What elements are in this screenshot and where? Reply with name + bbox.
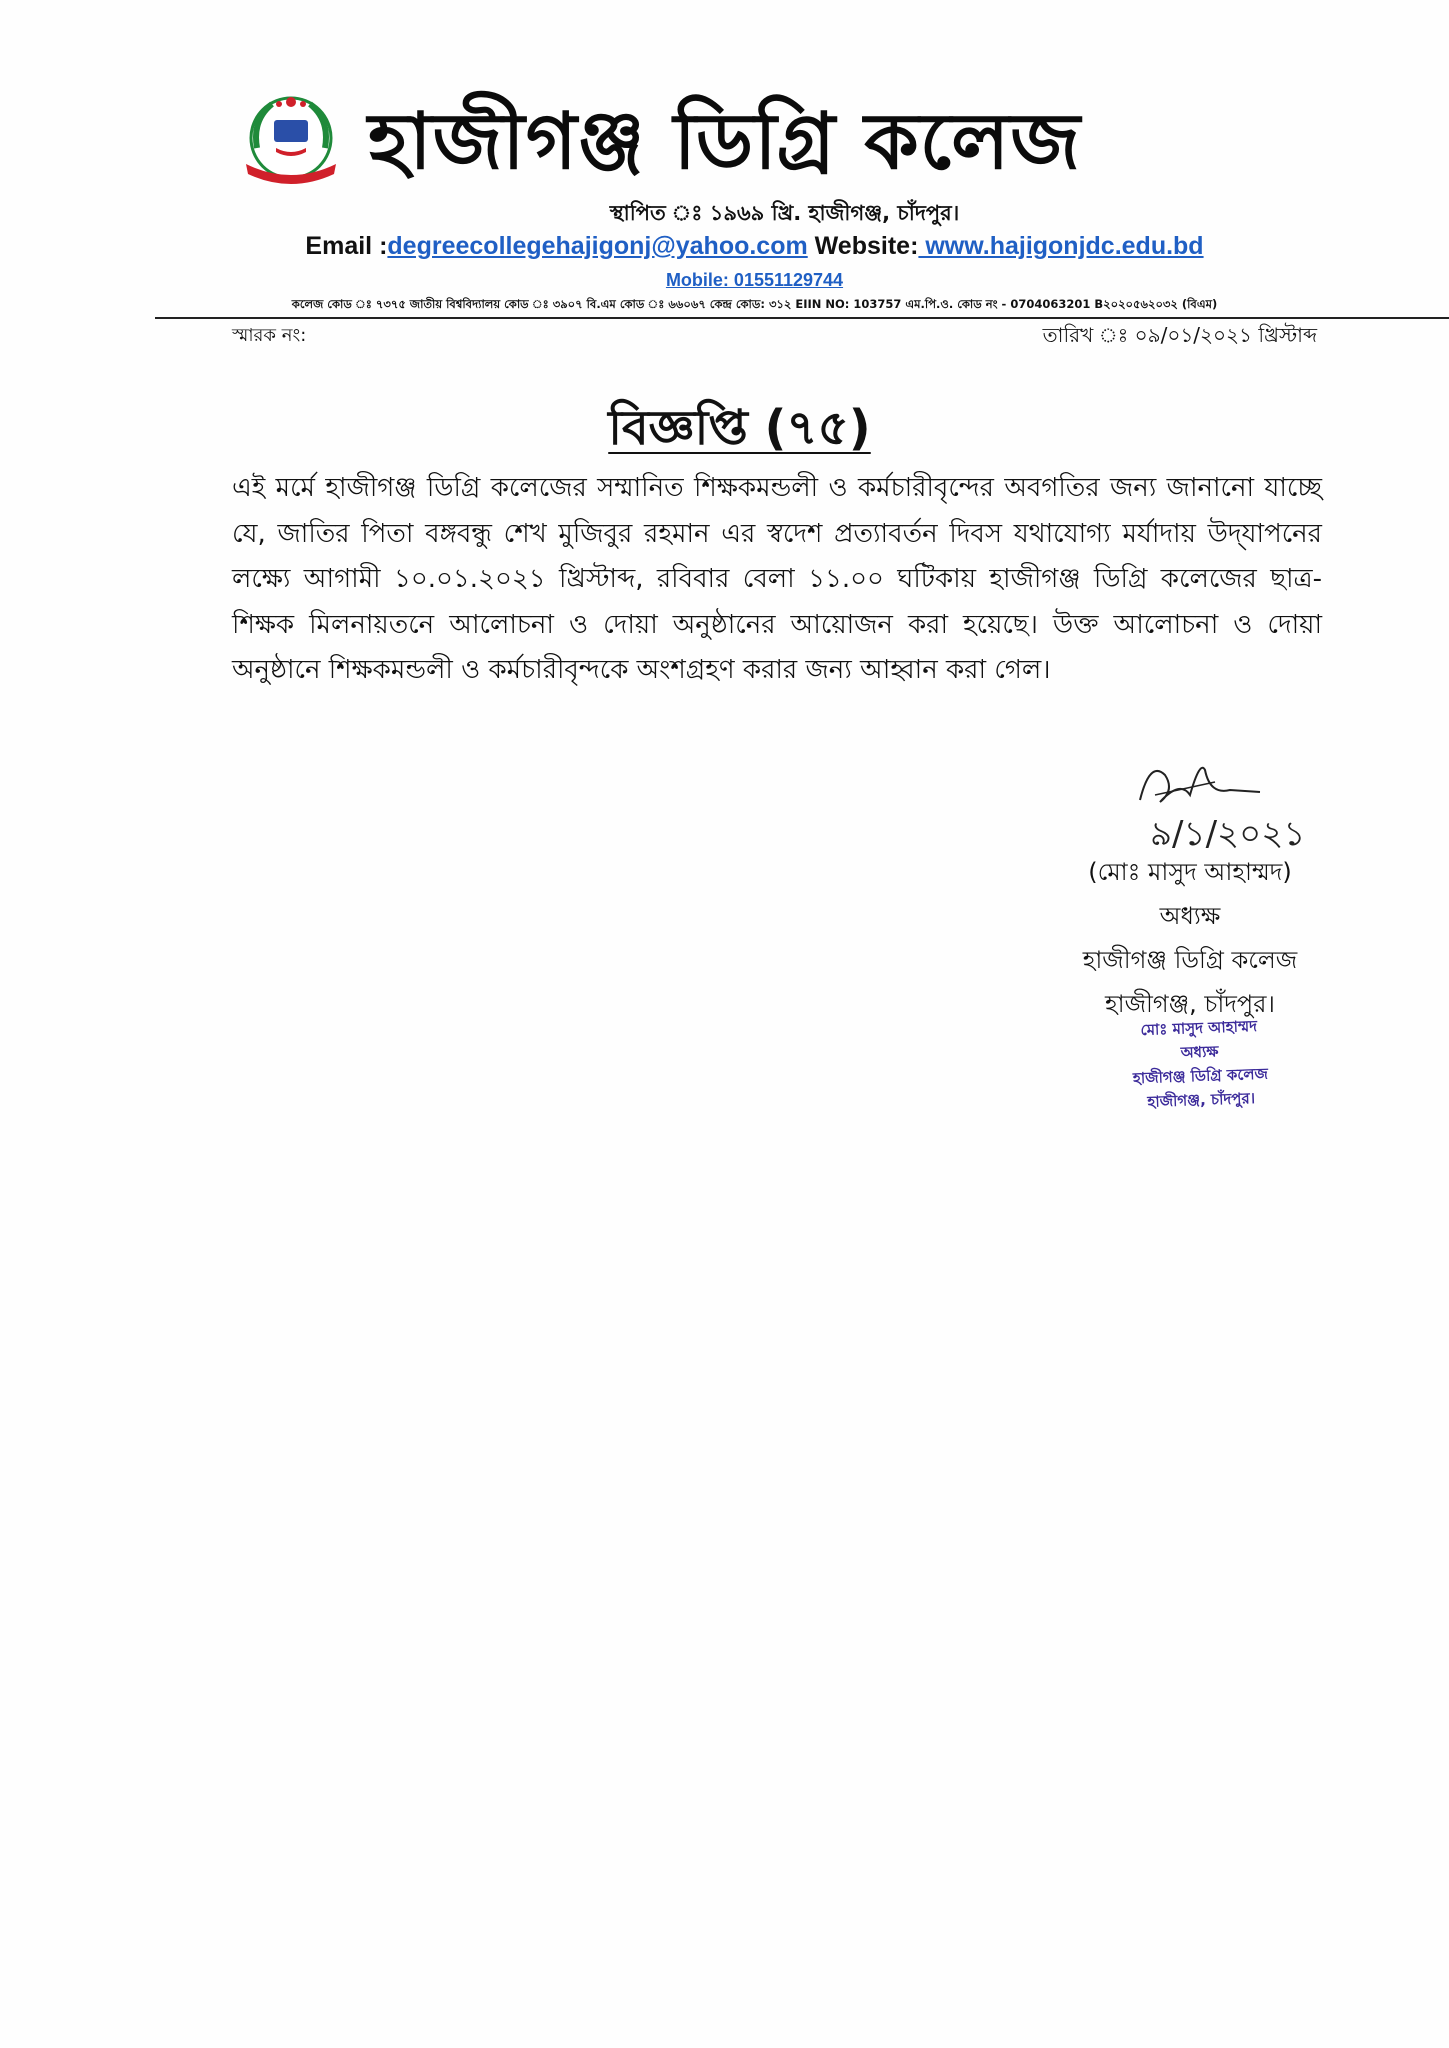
established-line: স্থাপিত ঃ ১৯৬৯ খ্রি. হাজীগঞ্জ, চাঁদপুর। (609, 201, 960, 225)
college-name: হাজীগঞ্জ ডিগ্রি কলেজ (368, 97, 1082, 187)
notice-date: তারিখ ঃ ০৯/০১/২০২১ খ্রিস্টাব্দ (1042, 323, 1317, 347)
notice-body: এই মর্মে হাজীগঞ্জ ডিগ্রি কলেজের সম্মানিত শিক্ষকমন্ডলী ও কর্মচারীবৃন্দের অবগতির জন্য জানানো যাচ্ছে যে, জাতির পিতা বঙ্গবন্ধু শেখ মুজিবুর রহমান এর স্বদেশ প্রত্যাবর্তন দিবস যথাযোগ্য মর্যাদায় উদ্‌যাপনের লক্ষ্যে আগামী ১০.০১.২০২১ খ্রিস্টাব্দ, রবিবার বেলা ১১.০০ ঘটিকায় হাজীগঞ্জ ডিগ্রি কলেজের ছাত্র-শিক্ষক মিলনায়তনে আলোচনা ও দোয়া অনুষ্ঠানের আয়োজন করা হয়েছে। উক্ত আলোচনা ও দোয়া অনুষ্ঠানে শিক্ষকমন্ডলী ও কর্মচারীবৃন্দকে অংশগ্রহণ করার জন্য আহ্বান করা গেল। (232, 473, 1322, 685)
signatory-name: (মোঃ মাসুদ আহাম্মদ) (1088, 858, 1292, 886)
stamp-designation: অধ্যক্ষ (1180, 1042, 1219, 1062)
handwritten-date: ৯/১/২০২১ (1150, 814, 1306, 854)
signatory-block (1040, 850, 1340, 1026)
signatory-address: হাজীগঞ্জ, চাঁদপুর। (1105, 990, 1275, 1018)
contact-line (0, 232, 1449, 261)
website-label: Website: (807, 232, 919, 260)
stamp-name: মোঃ মাসুদ আহাম্মদ (1140, 1016, 1258, 1040)
notice-title (0, 392, 1449, 471)
official-seal-stamp (1088, 1012, 1311, 1116)
college-logo (232, 90, 350, 190)
header-divider (155, 317, 1449, 319)
notice-title-text: বিজ্ঞপ্তি (৭৫) (608, 400, 871, 456)
handwritten-signature (1120, 740, 1360, 860)
signatory-college: হাজীগঞ্জ ডিগ্রি কলেজ (1082, 946, 1298, 974)
mobile-number: Mobile: 01551129744 (665, 270, 844, 290)
mobile-line (0, 270, 1449, 291)
stamp-college: হাজীগঞ্জ ডিগ্রি কলেজ (1132, 1064, 1269, 1088)
memo-number-label: স্মারক নং: (232, 325, 307, 346)
signatory-designation: অধ্যক্ষ (1159, 902, 1221, 930)
institution-codes: কলেজ কোড ঃ ৭৩৭৫ জাতীয় বিশ্ববিদ্যালয় কোড ঃ ৩৯০৭ বি.এম কোড ঃ ৬৬০৬৭ কেন্দ্র কোড: ৩১২ EIIN NO: 103757 এম.পি.ও. কোড নং - 0704063201 B২০২০৫৬২০৩২ (বিএম) (291, 297, 1218, 311)
email-label: Email : (305, 232, 388, 260)
email-link[interactable]: degreecollegehajigonj@yahoo.com (387, 232, 808, 260)
website-link[interactable]: www.hajigonjdc.edu.bd (918, 232, 1204, 260)
stamp-address: হাজীগঞ্জ, চাঁদপুর। (1147, 1089, 1256, 1111)
